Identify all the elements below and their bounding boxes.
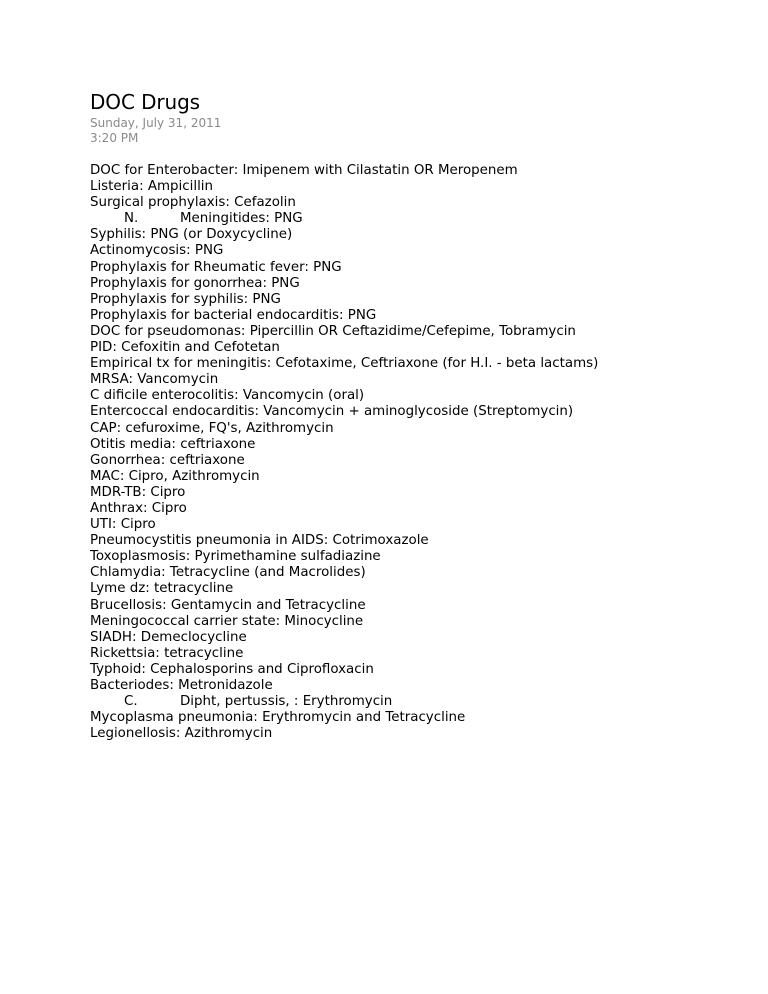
note-time: 3:20 PM — [90, 131, 139, 145]
list-marker: C. — [124, 694, 138, 710]
note-line — [90, 340, 750, 356]
note-line — [90, 726, 750, 742]
note-line-text: Mycoplasma pneumonia: Erythromycin and Tetracycline — [90, 710, 466, 726]
note-line-text: UTI: Cipro — [90, 517, 156, 533]
note-line-text: Prophylaxis for Rheumatic fever: PNG — [90, 259, 342, 275]
note-line — [90, 163, 750, 179]
note-line-text: Lyme dz: tetracycline — [90, 581, 234, 597]
note-line-text: Syphilis: PNG (or Doxycycline) — [90, 227, 293, 243]
note-line-text: Meningitides: PNG — [180, 211, 303, 227]
note-line-text: Actinomycosis: PNG — [90, 243, 224, 259]
note-line — [90, 646, 750, 662]
note-line — [90, 243, 750, 259]
note-line — [90, 533, 750, 549]
note-line-text: MAC: Cipro, Azithromycin — [90, 468, 260, 484]
note-line-text: Bacteriodes: Metronidazole — [90, 678, 273, 693]
note-line — [90, 308, 750, 324]
note-line-text: Chlamydia: Tetracycline (and Macrolides) — [90, 565, 366, 581]
note-line-text: Entercoccal endocarditis: Vancomycin + aminoglycoside (Streptomycin) — [90, 404, 574, 420]
note-line — [90, 453, 750, 469]
note-line — [90, 662, 750, 678]
note-line — [90, 260, 750, 276]
note-line — [90, 694, 750, 710]
note-line — [90, 404, 750, 420]
note-line — [90, 469, 750, 485]
note-line — [90, 356, 750, 372]
note-line-text: Otitis media: ceftriaxone — [90, 436, 256, 452]
page-title: DOC Drugs — [90, 90, 200, 114]
note-line-text: C dificile enterocolitis: Vancomycin (oral) — [90, 388, 365, 404]
note-line — [90, 565, 750, 581]
note-line — [90, 388, 750, 404]
note-line-text: Pneumocystitis pneumonia in AIDS: Cotrimoxazole — [90, 533, 429, 549]
note-line-text: MRSA: Vancomycin — [90, 372, 219, 388]
note-line-text: Prophylaxis for syphilis: PNG — [90, 291, 281, 307]
note-line — [90, 501, 750, 517]
note-line-text: Dipht, pertussis, : Erythromycin — [180, 694, 393, 710]
note-line-text: Prophylaxis for gonorrhea: PNG — [90, 275, 300, 291]
note-line — [90, 179, 750, 195]
note-line — [90, 581, 750, 597]
note-line-text: Listeria: Ampicillin — [90, 179, 214, 195]
note-line — [90, 276, 750, 292]
note-body — [90, 163, 750, 742]
note-line-text: Meningococcal carrier state: Minocycline — [90, 613, 364, 629]
note-line-text: DOC for pseudomonas: Pipercillin OR Ceftazidime/Cefepime, Tobramycin — [90, 323, 576, 339]
note-line — [90, 195, 750, 211]
list-marker: N. — [124, 211, 139, 227]
note-line-text: Typhoid: Cephalosporins and Ciprofloxacin — [90, 661, 374, 677]
note-line-text: Anthrax: Cipro — [90, 500, 187, 516]
note-line — [90, 549, 750, 565]
note-line-text: Legionellosis: Azithromycin — [90, 726, 273, 742]
note-line — [90, 678, 750, 694]
note-line-text: Prophylaxis for bacterial endocarditis: PNG — [90, 307, 377, 323]
note-line — [90, 598, 750, 614]
note-line — [90, 614, 750, 630]
note-line-text: CAP: cefuroxime, FQ's, Azithromycin — [90, 420, 334, 436]
note-line — [90, 630, 750, 646]
note-line-text: DOC for Enterobacter: Imipenem with Cilastatin OR Meropenem — [90, 163, 518, 178]
note-line-text: Surgical prophylaxis: Cefazolin — [90, 195, 296, 211]
note-line-text: Empirical tx for meningitis: Cefotaxime, Ceftriaxone (for H.I. - beta lactams) — [90, 356, 599, 372]
note-line — [90, 211, 750, 227]
note-line-text: SIADH: Demeclocycline — [90, 629, 247, 645]
note-date: Sunday, July 31, 2011 — [90, 116, 222, 130]
note-page — [90, 88, 750, 742]
note-line — [90, 437, 750, 453]
note-line — [90, 227, 750, 243]
note-line-text: PID: Cefoxitin and Cefotetan — [90, 340, 280, 356]
note-line-text: Rickettsia: tetracycline — [90, 645, 244, 661]
note-line — [90, 710, 750, 726]
note-line — [90, 372, 750, 388]
note-line — [90, 324, 750, 340]
note-line-text: Toxoplasmosis: Pyrimethamine sulfadiazine — [90, 549, 381, 565]
note-line — [90, 421, 750, 437]
note-line-text: MDR-TB: Cipro — [90, 484, 186, 500]
note-line-text: Brucellosis: Gentamycin and Tetracycline — [90, 597, 366, 613]
note-line — [90, 292, 750, 308]
note-line-text: Gonorrhea: ceftriaxone — [90, 452, 245, 468]
note-line — [90, 517, 750, 533]
note-line — [90, 485, 750, 501]
